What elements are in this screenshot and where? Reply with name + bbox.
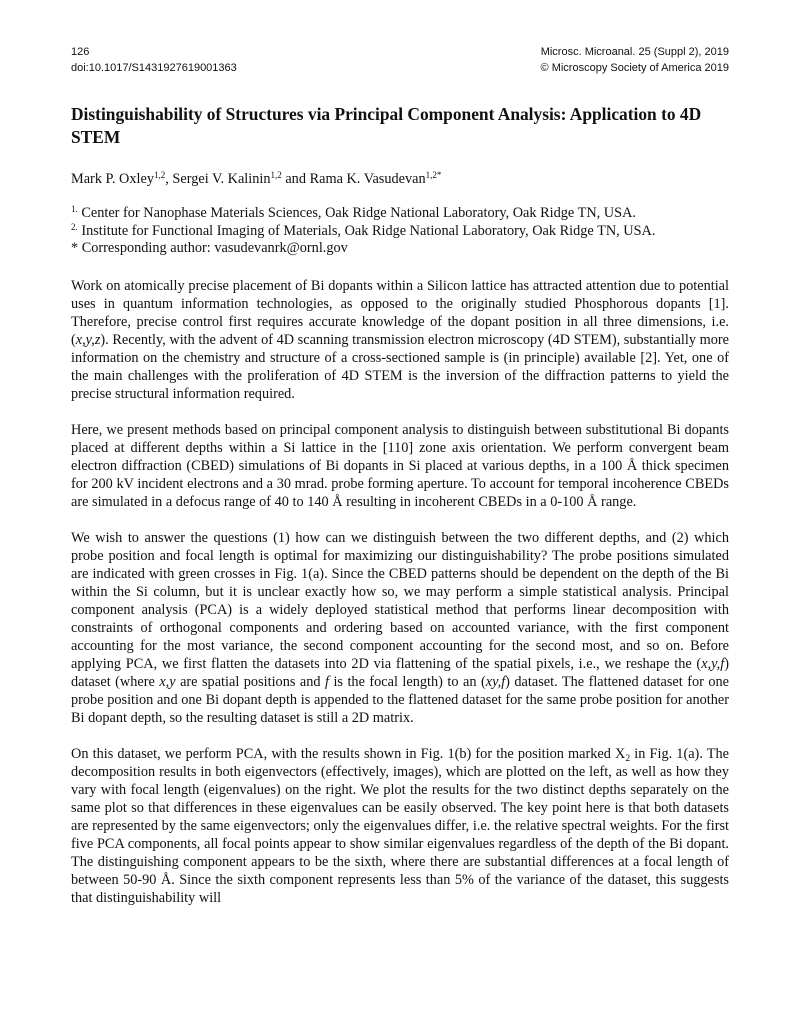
text-run: On this dataset, we perform PCA, with the results shown in Fig. 1(b) for the position marked X [71, 746, 626, 763]
text-run: ) dataset (where [71, 656, 729, 691]
text-run: are spatial positions and [175, 674, 325, 691]
author-name: Rama K. Vasudevan [309, 171, 426, 187]
text-run: is the focal length) to an ( [328, 674, 486, 691]
corresponding-author: * Corresponding author: vasudevanrk@ornl.gov [71, 240, 348, 257]
text-run: ) dataset. The flattened dataset for one probe position and one Bi dopant depth is appended to the flattened dataset for the same probe position for another Bi dopant depth, so the resulting dataset is still a 2D matrix. [71, 674, 729, 727]
header-right [541, 44, 729, 76]
math-xyz: x,y,z [75, 332, 101, 349]
affiliation-2 [71, 223, 729, 241]
text-run: ). Recently, with the advent of 4D scanning transmission electron microscopy (4D STEM), substantially more information on the chemistry and structure of a cross-sectioned sample is (in principle) available [2]. Yet, one of the main challenges with the proliferation of 4D STEM is the inversion of the diffraction patterns to yield the precise structural information required. [71, 332, 729, 403]
affiliation-mark: 1. [71, 204, 78, 214]
paper-page [71, 44, 729, 907]
math-f: f [325, 674, 329, 691]
header-left [71, 44, 237, 76]
paragraph-methods: Here, we present methods based on principal component analysis to distinguish between substitutional Bi dopants placed at different depths within a Si lattice in the [110] zone axis orientation. We perform convergent beam electron diffraction (CBED) simulations of Bi dopants in Si placed at various depths, in a 100 Å thick specimen for 200 kV incident electrons and a 30 mrad. probe forming aperture. To account for temporal incoherence CBEDs are simulated in a defocus range of 40 to 140 Å resulting in incoherent CBEDs in a 0-100 Å range. [71, 422, 729, 511]
author-separator: , [165, 171, 173, 187]
math-xy: x,y [159, 674, 176, 691]
author-name: Mark P. Oxley [71, 171, 154, 187]
affiliation-1 [71, 205, 729, 223]
affiliation-mark: 2. [71, 221, 78, 232]
author-list [71, 170, 729, 188]
paper-title: Distinguishability of Structures via Principal Component Analysis: Application to 4D STEM [71, 104, 702, 147]
paragraph-intro [71, 277, 729, 403]
affiliation-text: Institute for Functional Imaging of Materials, Oak Ridge National Laboratory, Oak Ridge TN, USA. [77, 222, 656, 239]
author-affiliation-mark: 1,2 [154, 170, 166, 180]
author-name: Sergei V. Kalinin [172, 171, 271, 187]
journal-citation: Microsc. Microanal. 25 (Suppl 2), 2019 [540, 46, 729, 58]
text-run: We wish to answer the questions (1) how can we distinguish between the two different depths, and (2) which probe position and focal length is optimal for maximizing our distinguishability? The probe positions simulated are indicated with green crosses in Fig. 1(a). Since the CBED patterns should be dependent on the depth of the Bi within the Si column, but it is unclear exactly how so, we may perform a simple statistical analysis. Principal component analysis (PCA) is a widely deployed statistical method that performs linear decomposition with constraints of orthogonal components and ordering based on accounted variance, with the first component accounting for the most variance, the second component accounting for the second most, and so on. Before applying PCA, we first flatten the datasets into 2D via flattening of the spatial pixels, i.e., we reshape the ( [71, 530, 729, 673]
author-affiliation-mark: 1,2* [425, 170, 442, 180]
math-xyf: x,y,f [701, 656, 725, 673]
doi: doi:10.1017/S1431927619001363 [71, 62, 237, 74]
author-affiliation-mark: 1,2 [270, 170, 282, 180]
paragraph-pca [71, 529, 729, 727]
paragraph-results [71, 745, 729, 907]
text-run: Work on atomically precise placement of Bi dopants within a Silicon lattice has attracted attention due to potential uses in quantum information technologies, as opposed to the originally studied Phosphorous dopants [1]. Therefore, precise control first requires accurate knowledge of the dopant position in all three dimensions, i.e. ( [71, 278, 729, 349]
affiliation-text: Center for Nanophase Materials Sciences, Oak Ridge National Laboratory, Oak Ridge TN, USA. [77, 205, 636, 221]
math-xy-f: xy,f [485, 674, 506, 691]
page-number: 126 [71, 46, 90, 58]
subscript: 2 [625, 754, 631, 765]
affiliations [71, 205, 729, 258]
copyright-notice: © Microscopy Society of America 2019 [540, 62, 729, 74]
running-header [71, 44, 729, 76]
author-separator: and [281, 171, 310, 187]
text-run: in Fig. 1(a). The decomposition results in both eigenvectors (effectively, images), which are plotted on the left, as well as how they vary with focal length (eigenvalues) on the right. We plot the results for the two distinct depths separately on the same plot so that differences in these eigenvalues can be easily observed. The key point here is that both datasets are represented by the same eigenvectors; only the eigenvalues differ, i.e. the relative spectral weights. For the first five PCA components, all focal points appear to show similar eigenvalues regardless of the depth of the Bi dopant. The distinguishing component appears to be the sixth, where there are substantial differences at a focal length of between 50-90 Å. Since the sixth component represents less than 5% of the variance of the dataset, this suggests that distinguishability will [71, 746, 730, 907]
